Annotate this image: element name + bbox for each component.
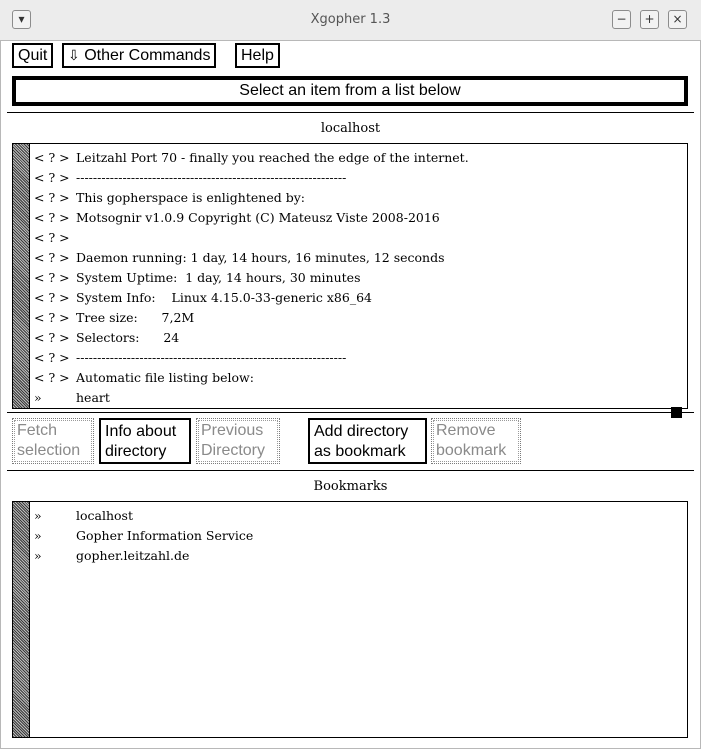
list-item[interactable]: < ? > Daemon running: 1 day, 14 hours, 16 minutes, 12 seconds <box>34 250 445 265</box>
list-item[interactable]: < ? > System Info: Linux 4.15.0-33-generic x86_64 <box>34 290 372 305</box>
fetch-selection-button[interactable]: Fetch selection <box>12 418 94 464</box>
other-commands-button[interactable] <box>62 43 216 68</box>
bookmark-rows <box>34 506 687 566</box>
bookmarks-scrollbar[interactable] <box>13 502 30 737</box>
maximize-icon: + <box>644 12 655 26</box>
title-bar <box>0 0 701 40</box>
list-item[interactable]: < ? > Motsognir v1.0.9 Copyright (C) Mateusz Viste 2008-2016 <box>34 210 440 225</box>
divider <box>7 412 694 413</box>
list-item[interactable]: < ? > Selectors: 24 <box>34 330 180 345</box>
window-title: Xgopher 1.3 <box>310 12 391 27</box>
divider <box>7 112 694 113</box>
list-item[interactable]: < ? > Automatic file listing below: <box>34 370 254 385</box>
other-commands-label: Other Commands <box>84 47 211 64</box>
list-item[interactable]: < ? > System Uptime: 1 day, 14 hours, 30 minutes <box>34 270 361 285</box>
divider <box>7 470 694 471</box>
list-item[interactable]: < ? > ---------------------------------------------------------------- <box>34 170 347 185</box>
list-item[interactable]: < ? > Leitzahl Port 70 - finally you reached the edge of the internet. <box>34 150 469 165</box>
minimize-button[interactable] <box>612 10 631 29</box>
close-icon: × <box>672 12 683 26</box>
previous-directory-button[interactable]: Previous Directory <box>196 418 280 464</box>
bookmarks-title: Bookmarks <box>313 479 388 494</box>
help-button[interactable]: Help <box>235 43 280 68</box>
remove-bookmark-button[interactable]: Remove bookmark <box>431 418 521 464</box>
list-item[interactable]: < ? > This gopherspace is enlightened by: <box>34 190 305 205</box>
arrow-down-icon: ⇩ <box>68 47 80 63</box>
info-about-directory-button[interactable]: Info about directory <box>99 418 191 464</box>
chevron-down-icon: ▾ <box>18 12 25 26</box>
maximize-button[interactable] <box>640 10 659 29</box>
list-item[interactable]: < ? > <box>34 230 70 245</box>
add-bookmark-button[interactable]: Add directory as bookmark <box>308 418 427 464</box>
directory-list[interactable] <box>12 143 688 409</box>
close-button[interactable] <box>668 10 687 29</box>
list-item[interactable]: » heart <box>34 390 110 405</box>
bookmark-item[interactable]: » gopher.leitzahl.de <box>34 548 190 563</box>
bookmark-item[interactable]: » localhost <box>34 508 133 523</box>
directory-scrollbar[interactable] <box>13 144 30 408</box>
quit-button[interactable]: Quit <box>12 43 53 68</box>
status-message: Select an item from a list below <box>12 76 688 106</box>
minimize-icon: − <box>616 12 627 26</box>
bookmarks-list[interactable] <box>12 501 688 738</box>
bookmark-item[interactable]: » Gopher Information Service <box>34 528 254 543</box>
list-item[interactable]: < ? > Tree size: 7,2M <box>34 310 195 325</box>
list-item[interactable]: < ? > ---------------------------------------------------------------- <box>34 350 347 365</box>
directory-title: localhost <box>320 121 381 136</box>
directory-rows <box>34 148 687 408</box>
